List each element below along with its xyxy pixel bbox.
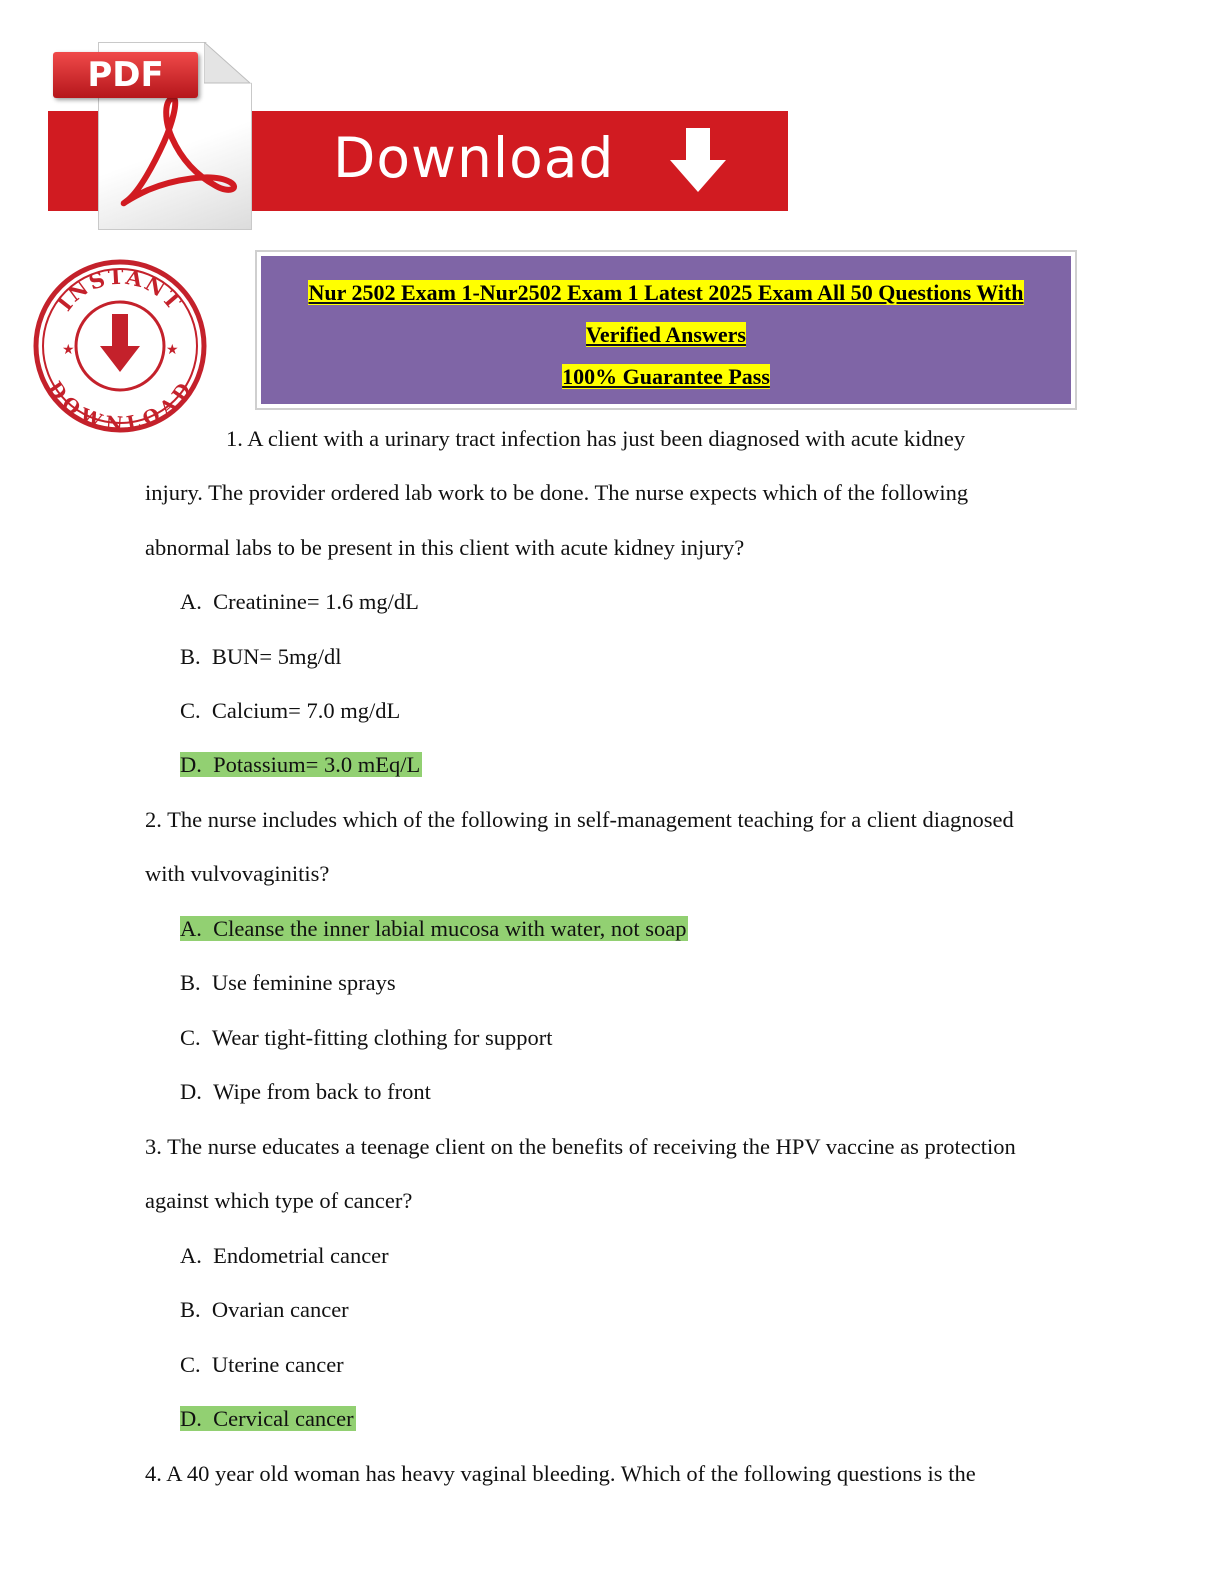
stamp-top-text: INSTANT [51,263,188,316]
question-3-option-d [180,1404,356,1434]
download-arrow-icon [668,128,728,194]
title-line-2: Verified Answers [586,322,746,347]
svg-text:INSTANT [52,264,188,316]
star-icon: ★ [62,342,75,358]
svg-text:DOWNLOAD [44,377,197,435]
stamp-bottom-text: DOWNLOAD [43,377,197,436]
title-panel [261,256,1071,404]
page-fold-icon [204,42,252,86]
question-1-line-1: 1. A client with a urinary tract infection has just been diagnosed with acute kidney [226,426,966,451]
down-arrow-icon [100,314,140,372]
instant-download-stamp [30,256,210,436]
question-3-line-2: against which type of cancer? [145,1188,413,1213]
title-line-3: 100% Guarantee Pass [562,364,770,389]
star-icon: ★ [166,342,179,358]
acrobat-logo-icon [112,90,242,210]
question-3-line-1: 3. The nurse educates a teenage client on the benefits of receiving the HPV vaccine as protection [145,1134,1016,1159]
question-2-option-b: B. Use feminine sprays [180,970,396,995]
question-4-line-1: 4. A 40 year old woman has heavy vaginal bleeding. Which of the following questions is the [145,1461,976,1486]
question-2-option-a [180,914,688,944]
question-1-line-2: injury. The provider ordered lab work to be done. The nurse expects which of the following [145,480,969,505]
title-line-1: Nur 2502 Exam 1-Nur2502 Exam 1 Latest 2025 Exam All 50 Questions With [308,280,1024,305]
question-1-option-a: A. Creatinine= 1.6 mg/dL [180,589,419,614]
correct-answer-highlight: D. Cervical cancer [180,1406,354,1431]
correct-answer-highlight: A. Cleanse the inner labial mucosa with water, not soap [180,916,687,941]
pdf-download-banner[interactable] [48,40,790,232]
question-3-option-b: B. Ovarian cancer [180,1297,349,1322]
question-1-option-b: B. BUN= 5mg/dl [180,644,342,669]
question-2-line-2: with vulvovaginitis? [145,861,330,886]
question-3-option-a: A. Endometrial cancer [180,1243,389,1268]
question-2-option-d: D. Wipe from back to front [180,1079,431,1104]
question-2-option-c: C. Wear tight-fitting clothing for support [180,1025,553,1050]
download-label: Download [333,126,615,190]
correct-answer-highlight: D. Potassium= 3.0 mEq/L [180,752,421,777]
question-2-line-1: 2. The nurse includes which of the following in self-management teaching for a client diagnosed [145,807,1014,832]
question-1-option-c: C. Calcium= 7.0 mg/dL [180,698,401,723]
question-1-line-3: abnormal labs to be present in this client with acute kidney injury? [145,535,745,560]
pdf-label: PDF [53,52,198,98]
question-1-option-d [180,750,422,780]
question-3-option-c: C. Uterine cancer [180,1352,344,1377]
document-title-box [255,250,1077,410]
